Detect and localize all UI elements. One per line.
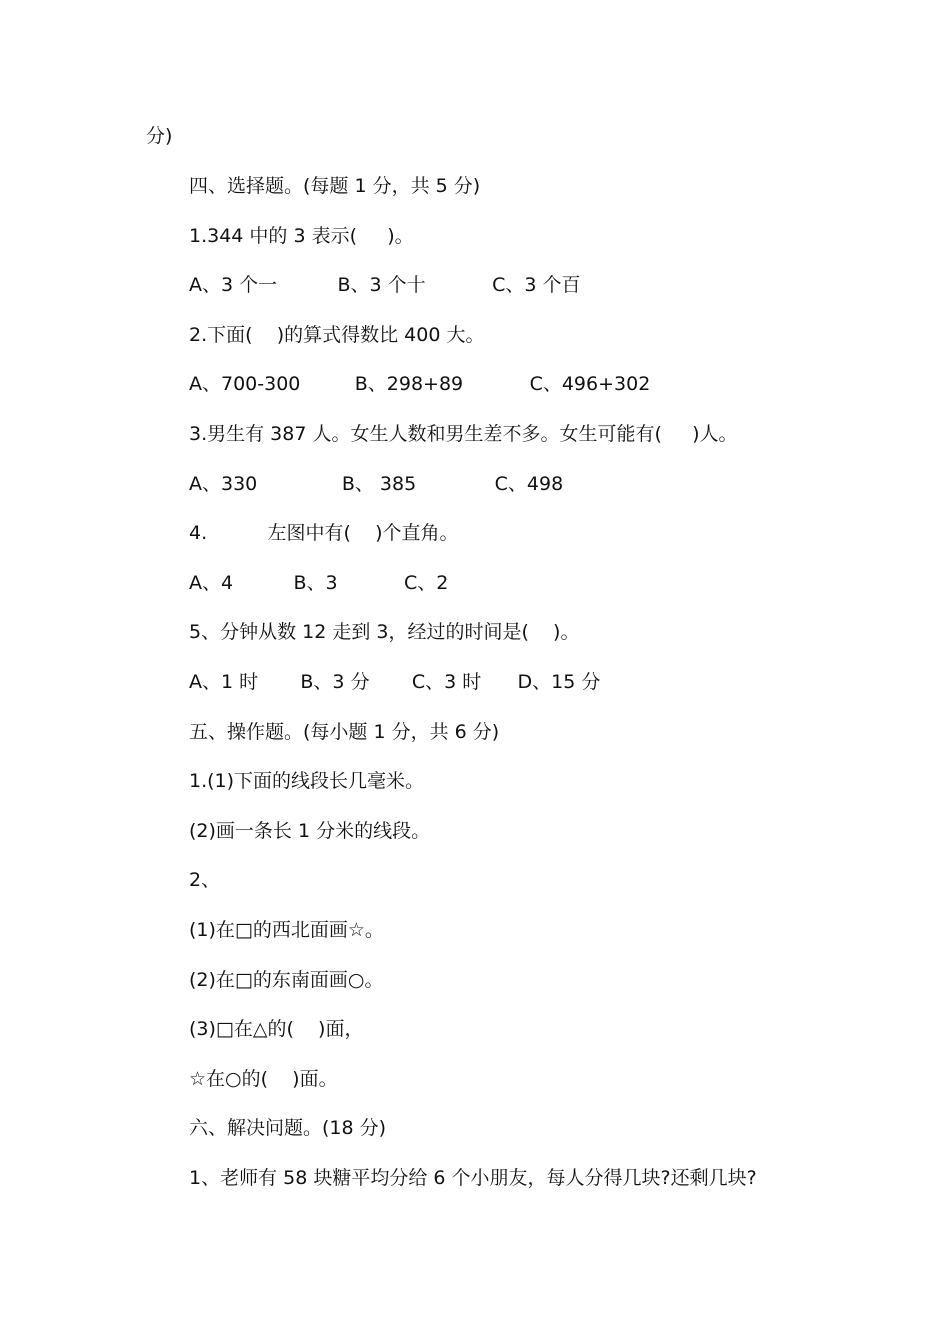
question-2: 2.下面( )的算式得数比 400 大。 <box>189 324 485 346</box>
question-4: 4. 左图中有( )个直角。 <box>189 522 459 544</box>
continuation-text: 分) <box>146 125 173 147</box>
options-3: A、330 B、 385 C、498 <box>189 473 564 495</box>
operation-2-part-1: (1)在□的西北面画☆。 <box>189 919 384 941</box>
options-2: A、700-300 B、298+89 C、496+302 <box>189 373 651 395</box>
section-heading-problems: 六、解决问题。(18 分) <box>189 1117 387 1139</box>
question-5: 5、分钟从数 12 走到 3，经过的时间是( )。 <box>189 621 580 643</box>
question-3: 3.男生有 387 人。女生人数和男生差不多。女生可能有( )人。 <box>189 423 738 445</box>
options-4: A、4 B、3 C、2 <box>189 572 449 594</box>
options-5: A、1 时 B、3 分 C、3 时 D、15 分 <box>189 671 601 693</box>
operation-2-part-3a: (3)□在△的( )面， <box>189 1018 364 1040</box>
section-heading-choice: 四、选择题。(每题 1 分，共 5 分) <box>189 175 481 197</box>
operation-2-part-3b: ☆在○的( )面。 <box>189 1068 338 1090</box>
section-heading-operation: 五、操作题。(每小题 1 分，共 6 分) <box>189 721 500 743</box>
operation-2-part-2: (2)在□的东南面画○。 <box>189 969 384 991</box>
problem-1: 1、老师有 58 块糖平均分给 6 个小朋友，每人分得几块?还剩几块? <box>189 1167 757 1189</box>
question-1: 1.344 中的 3 表示( )。 <box>189 225 414 247</box>
options-1: A、3 个一 B、3 个十 C、3 个百 <box>189 274 581 296</box>
operation-2: 2、 <box>189 869 221 891</box>
operation-1-part-2: (2)画一条长 1 分米的线段。 <box>189 820 431 842</box>
operation-1-part-1: 1.(1)下面的线段长几毫米。 <box>189 770 425 792</box>
